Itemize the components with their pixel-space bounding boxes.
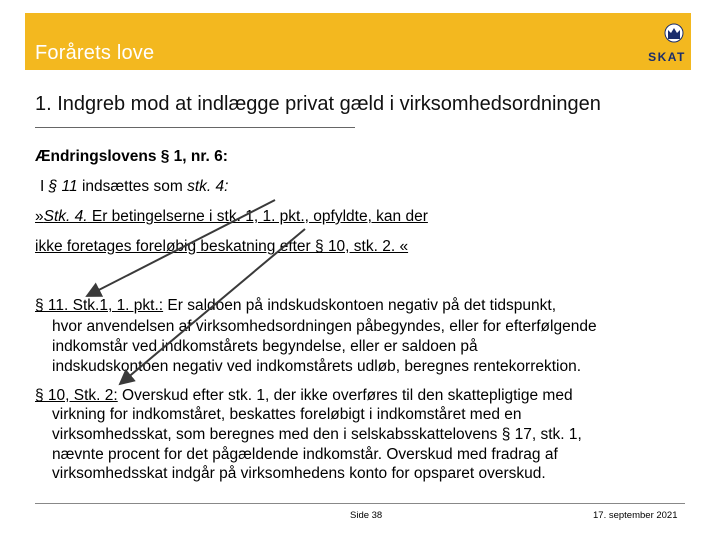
footer-divider: [35, 503, 685, 504]
para2-line-5: virksomhedsskat indgår på virksomhedens konto for opsparet overskud.: [52, 465, 546, 482]
para2-line-3: virksomhedsskat, som beregnes med den i selskabsskattelovens § 17, stk. 1,: [52, 426, 582, 443]
para1-line-4: indskudskontoen negativ ved indkomstårets udløb, beregnes rentekorrektion.: [52, 358, 582, 375]
footer-date: 17. september 2021: [593, 510, 678, 521]
page-number: Side 38: [350, 510, 383, 521]
slide-title: Forårets love: [35, 42, 155, 64]
logo-text: SKAT: [648, 50, 686, 64]
para2-line-4: nævnte procent for det pågældende indkomstår. Overskud med fradrag af: [52, 446, 558, 463]
quote-line-1: »Stk. 4. Er betingelserne i stk. 1, 1. pkt., opfyldte, kan der: [35, 208, 428, 225]
para2-line-1: § 10, Stk. 2: Overskud efter stk. 1, der ikke overføres til den skattepligtige med: [35, 387, 573, 404]
arrow-to-para1: [87, 200, 275, 296]
insert-stk: stk. 4:: [187, 178, 229, 195]
para1-line-3: indkomstår ved indkomstårets begyndelse, eller er saldoen på: [52, 338, 478, 355]
para2-line-2: virkning for indkomståret, beskattes foreløbigt i indkomståret med en: [52, 406, 522, 423]
para2-ref: § 10, Stk. 2:: [35, 387, 118, 404]
arrow-to-para2: [120, 229, 305, 384]
amendment-title: Ændringslovens § 1, nr. 6:: [35, 148, 228, 165]
section-heading: 1. Indgreb mod at indlægge privat gæld i virksomhedsordningen: [35, 93, 601, 115]
insert-line: I § 11 indsættes som stk. 4:: [40, 178, 229, 195]
insert-ref: § 11: [48, 178, 78, 195]
para1-line-2: hvor anvendelsen af virksomhedsordningen påbegyndes, eller for efterfølgende: [52, 318, 597, 335]
para1-ref: § 11. Stk.1, 1. pkt.:: [35, 297, 164, 314]
para1-line-1: § 11. Stk.1, 1. pkt.: Er saldoen på indskudskontoen negativ på det tidspunkt,: [35, 297, 557, 314]
quote-line-2: ikke foretages foreløbig beskatning efter § 10, stk. 2. «: [35, 238, 409, 255]
